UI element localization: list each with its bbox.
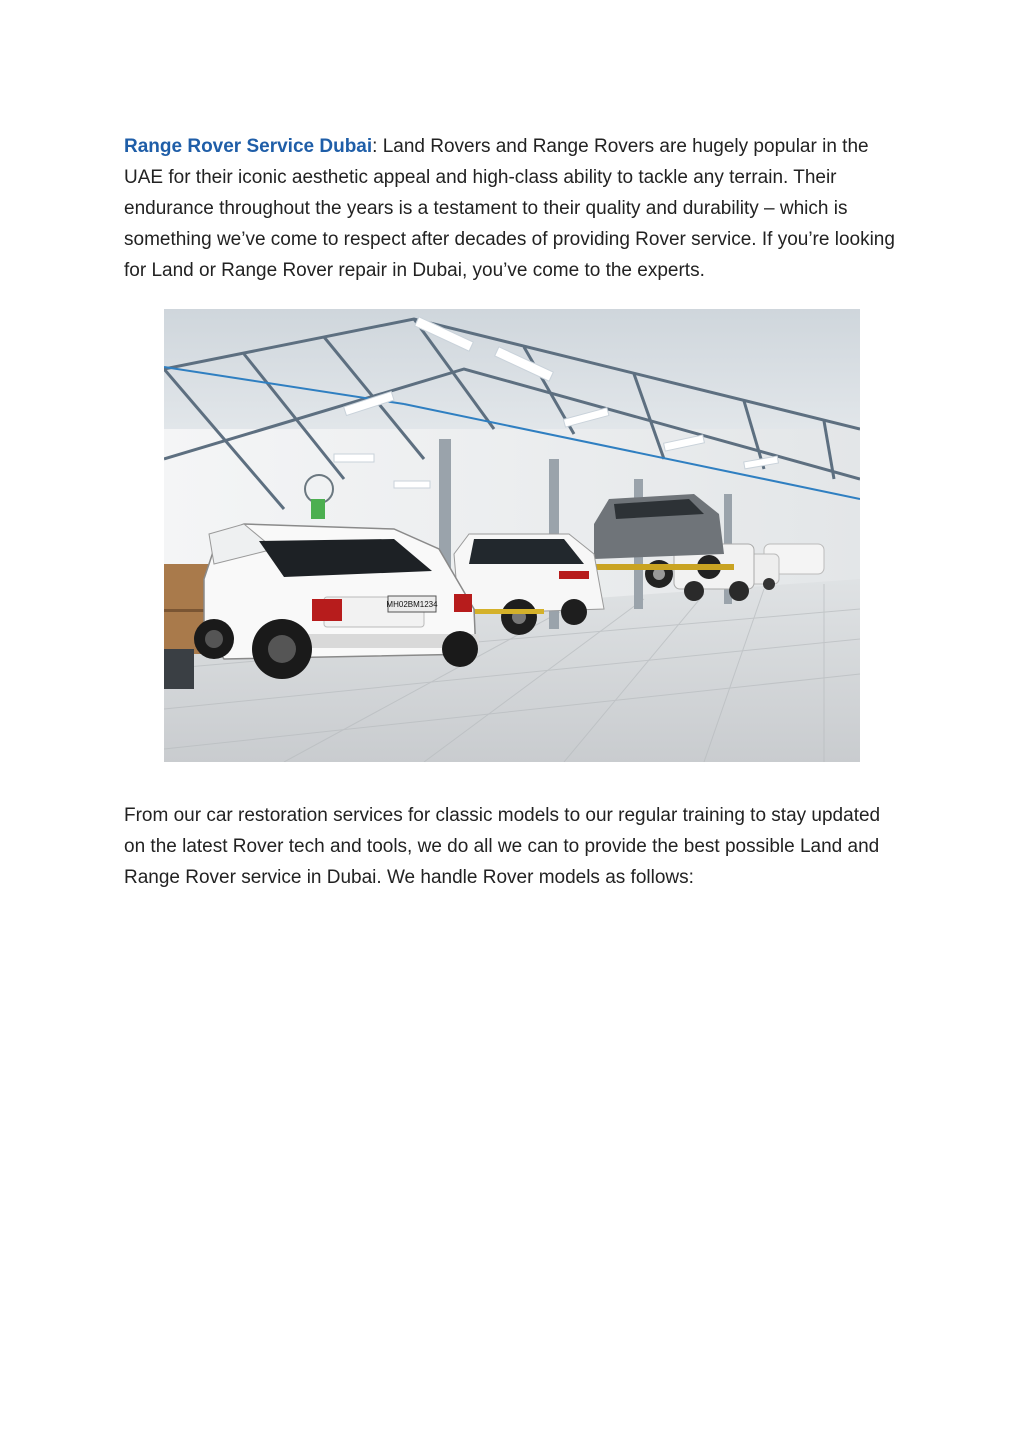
models-paragraph: From our car restoration services for classic models to our regular training to stay updated on the latest Rover tech and tools, we do all we can to provide the best possible Land and Range Rover service in Dubai. We handle Rover models as follows: bbox=[124, 805, 881, 888]
intro-paragraph bbox=[124, 131, 904, 286]
range-rover-service-link[interactable]: Range Rover Service Dubai bbox=[124, 136, 373, 157]
license-plate-text: MH02BM1234 bbox=[386, 600, 438, 609]
intro-text: : Land Rovers and Range Rovers are hugely popular in the UAE for their iconic aesthetic appeal and high-class ability to tackle any terrain. Their endurance throughout the years is a testament to their quality and durability – which is something we’ve come to respect after decades of providing Rover service. If you’re looking for Land or Range Rover repair in Dubai, you’ve come to the experts. bbox=[124, 136, 895, 281]
workshop-photo bbox=[164, 309, 860, 762]
